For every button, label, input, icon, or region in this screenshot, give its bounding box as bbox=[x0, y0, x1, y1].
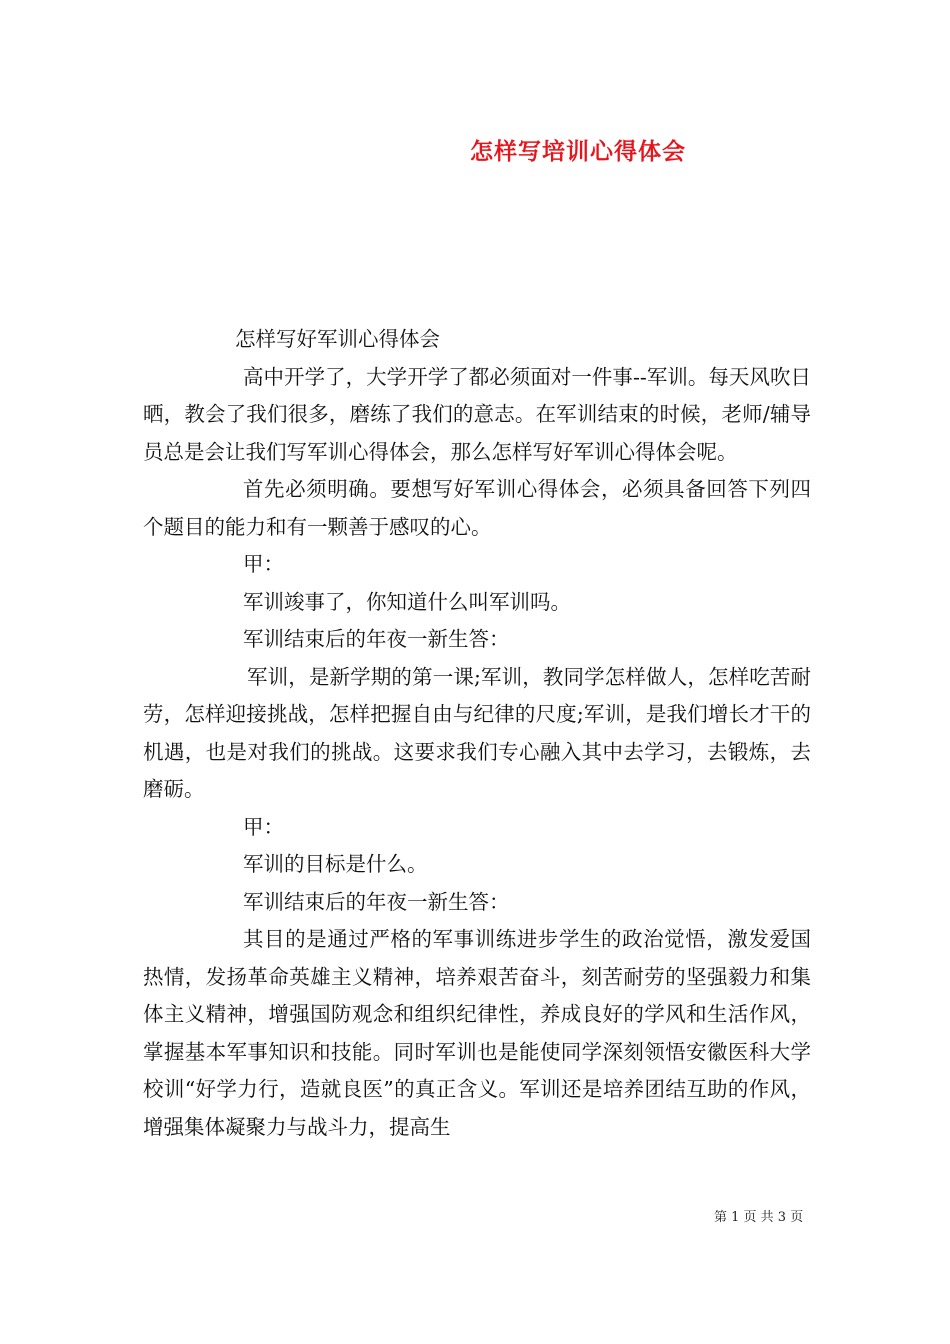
paragraph-answer-label-1: 军训结束后的年夜一新生答： bbox=[243, 627, 510, 651]
paragraph-answer-label-2: 军训结束后的年夜一新生答： bbox=[243, 889, 510, 914]
paragraph-speaker-2: 甲： bbox=[243, 814, 284, 839]
paragraph-question-2: 军训的目标是什么。 bbox=[243, 852, 428, 876]
subtitle: 怎样写好军训心得体会 bbox=[235, 327, 440, 351]
paragraph-intro: 高中开学了，大学开学了都必须面对一件事--军训。每天风吹日晒，教会了我们很多，磨练了我们的意志。在军训结束的时候，老师/辅导员总是会让我们写军训心得体会，那么怎样写好军训心得体会呢。 bbox=[143, 364, 811, 464]
paragraph-premise: 首先必须明确。要想写好军训心得体会，必须具备回答下列四个题目的能力和有一颗善于感叹的心。 bbox=[143, 477, 811, 539]
paragraph-answer-1: 军训，是新学期的第一课;军训，教同学怎样做人，怎样吃苦耐劳，怎样迎接挑战，怎样把握自由与纪律的尺度;军训，是我们增长才干的机遇，也是对我们的挑战。这要求我们专心融入其中去学习，去锻炼，去磨砺。 bbox=[143, 664, 811, 801]
paragraph-answer-2: 其目的是通过严格的军事训练进步学生的政治觉悟，激发爱国热情，发扬革命英雄主义精神，培养艰苦奋斗，刻苦耐劳的坚强毅力和集体主义精神，增强国防观念和组织纪律性，养成良好的学风和生活作风，掌握基本军事知识和技能。同时军训也是能使同学深刻领悟安徽医科大学校训“好学力行，造就良医”的真正含义。军训还是培养团结互助的作风，增强集体凝聚力与战斗力，提高生 bbox=[143, 927, 811, 1139]
paragraph-question-1: 军训竣事了，你知道什么叫军训吗。 bbox=[243, 589, 571, 614]
document-body bbox=[143, 321, 811, 1146]
paragraph-speaker-1: 甲： bbox=[243, 552, 284, 576]
document-title: 怎样写培训心得体会 bbox=[470, 138, 686, 165]
page-number-footer: 第 1 页 共 3 页 bbox=[714, 1210, 804, 1225]
